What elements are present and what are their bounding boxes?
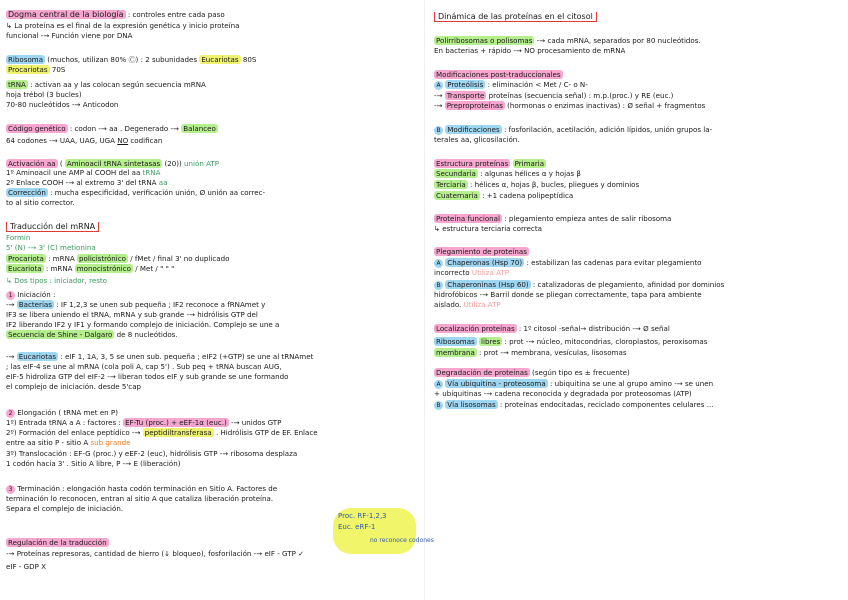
left-line-12-seg-1: aa <box>158 178 168 187</box>
right-line-24 <box>434 368 848 378</box>
left-line-37 <box>6 494 420 504</box>
left-line-32-seg-2: . Hidrólisis GTP de EF. Enlace <box>213 428 318 437</box>
left-line-32-seg-1: peptidiltransferasa <box>144 428 212 437</box>
left-line-18 <box>6 254 420 264</box>
left-line-31-seg-0: 1º) Entrada tRNA a A : factores : <box>6 418 124 427</box>
right-line-9 <box>434 159 848 169</box>
left-line-34 <box>6 449 420 459</box>
left-line-9 <box>6 136 420 146</box>
left-line-2 <box>6 31 420 41</box>
right-line-23-seg-2: : prot -→ membrana, vesículas, lisosomas <box>476 348 627 357</box>
left-line-34-seg-0: 3º) Translocación : EF-G (proc.) y eEF-2 (euc), hidrólisis GTP -→ ribosoma desplaza <box>6 449 298 458</box>
left-line-6-seg-0: hoja trébol (3 bucles) <box>6 90 82 99</box>
right-line-14-seg-0: ↳ estructura terciaria correcta <box>434 224 542 233</box>
left-line-11-seg-1: tRNA <box>142 168 161 177</box>
right-line-0 <box>434 12 848 22</box>
left-line-37-seg-0: terminación lo reconocen, entran al sitio A que cataliza liberación proteína. <box>6 494 274 503</box>
right-line-11-seg-2: : hélices α, hojas β, bucles, pliegues y dominios <box>467 180 640 189</box>
right-line-4 <box>434 80 848 90</box>
right-line-5-seg-2: proteínas (secuencia señal) : m.p.(proc.) y RE (euc.) <box>486 91 674 100</box>
right-line-25 <box>434 379 848 389</box>
right-line-8-seg-0: terales aa, glicosilación. <box>434 135 520 144</box>
right-line-22 <box>434 337 848 347</box>
left-line-16-seg-0: Formin <box>6 233 31 242</box>
right-line-4-seg-3: : eliminación < Met / C- o N- <box>485 80 588 89</box>
right-line-8 <box>434 135 848 145</box>
left-line-2-seg-0: funcional -→ Función viene por DNA <box>6 31 133 40</box>
left-line-32 <box>6 428 420 438</box>
left-line-9-seg-0: 64 codones -→ UAA, UAG, UGA <box>6 136 118 145</box>
right-line-16 <box>434 258 848 268</box>
right-line-3 <box>434 70 848 80</box>
left-line-17 <box>6 243 420 253</box>
right-line-9-seg-0: Estructura proteínas <box>436 159 509 168</box>
left-line-7-seg-0: 70-80 nucleótidos -→ Anticodon <box>6 100 119 109</box>
left-line-5-seg-1: : activan aa y las colocan según secuencia mRNA <box>27 80 206 89</box>
right-line-20 <box>434 300 848 310</box>
right-line-26-seg-0: + ubiquitinas -→ cadena reconocida y degradada por proteosomas (ATP) <box>434 389 692 398</box>
left-line-4-seg-2: 70S <box>49 65 66 74</box>
left-line-22-seg-2: : IF 1,2,3 se unen sub pequeña ; IF2 reconoce a fRNAmet y <box>53 300 266 309</box>
euc-factors-note: Euc. eRF-1 <box>338 523 376 531</box>
left-line-33-seg-0: entre aa sitio P - sitio A <box>6 438 91 447</box>
left-line-10-seg-4: unión ATP <box>184 159 220 168</box>
right-line-26 <box>434 389 848 399</box>
left-line-25-seg-1: Secuencia de Shine - Dalgaro <box>8 330 113 339</box>
left-line-35-seg-0: 1 codón hacia 3' . Sitio A libre, P -→ E (liberación) <box>6 459 181 468</box>
left-line-0-seg-0: Dogma central de la biología <box>8 10 124 19</box>
right-line-21-seg-1: : 1º citosol -señal→ distribución -→ Ø señal <box>516 324 670 333</box>
right-line-15-seg-0: Plegamiento de proteínas <box>436 247 527 256</box>
right-line-9-seg-2: Primaria <box>514 159 545 168</box>
right-line-6-seg-2: (hormonas o enzimas inactivas) : Ø señal + fragmentos <box>504 101 706 110</box>
left-line-33 <box>6 438 420 448</box>
right-line-22-seg-0: Ribosomas <box>436 337 475 346</box>
right-line-7-seg-0: B <box>434 126 443 135</box>
right-line-17-seg-1: Utiliza ATP <box>471 268 510 277</box>
right-line-14 <box>434 224 848 234</box>
right-line-10-seg-1: Secundaria <box>436 169 476 178</box>
left-line-27 <box>6 362 420 372</box>
right-line-27-seg-2: Vía lisosomas <box>447 400 496 409</box>
left-line-26-seg-1: Eucariotas <box>18 352 57 361</box>
left-line-19-seg-3: / Met / " " " <box>133 264 175 273</box>
left-line-3-seg-1: (muchos, utilizan 80% Ⓒ) : 2 subunidades <box>45 55 200 64</box>
left-line-31-seg-1: EF-Tu (proc.) + eEF-1α (euc.) <box>125 418 227 427</box>
left-line-11-seg-0: 1º Aminoacil une AMP al COOH del aa <box>6 168 143 177</box>
left-line-4-seg-1: Procariotas <box>8 65 48 74</box>
right-line-20-seg-0: aislado. <box>434 300 464 309</box>
left-line-41 <box>6 562 420 572</box>
left-line-12-seg-0: 2º Enlace COOH -→ al extremo 3' del tRNA <box>6 178 159 187</box>
right-line-5-seg-0: -→ <box>434 91 445 100</box>
left-line-30-seg-0: 2 <box>6 409 15 418</box>
left-line-40-seg-0: -→ Proteínas represoras, cantidad de hierro (↓ bloqueo), fosforilación -→ eIF - GTP ✓ <box>6 549 305 558</box>
right-line-4-seg-0: A <box>434 81 443 90</box>
right-line-21 <box>434 324 848 334</box>
right-line-13-seg-1: : plegamiento empieza antes de salir ribosoma <box>501 214 672 223</box>
right-line-5 <box>434 91 848 101</box>
right-line-7 <box>434 125 848 135</box>
left-line-24-seg-0: IF2 liberando IF2 y IF1 y formando complejo de iniciación. Complejo se une a <box>6 320 280 329</box>
left-line-33-seg-1: sub grande <box>90 438 131 447</box>
left-line-36-seg-0: 3 <box>6 485 15 494</box>
left-line-4 <box>6 65 420 75</box>
left-line-16 <box>6 233 420 243</box>
left-line-19-seg-0: Eucariota <box>8 264 42 273</box>
left-line-6 <box>6 90 420 100</box>
left-line-31 <box>6 418 420 428</box>
page-divider <box>424 0 425 600</box>
left-line-22 <box>6 300 420 310</box>
right-line-16-seg-0: A <box>434 259 443 268</box>
right-line-12 <box>434 191 848 201</box>
proc-factors-note: Proc. RF-1,2,3 <box>338 512 387 520</box>
left-line-7 <box>6 100 420 110</box>
left-line-13 <box>6 188 420 198</box>
left-line-13-seg-1: Corrección <box>8 188 46 197</box>
left-line-12 <box>6 178 420 188</box>
left-line-29 <box>6 382 420 392</box>
left-line-27-seg-0: ; las eIF-4 se une al mRNA (cola poli A, cap 5') . Sub peq + tRNA buscan AUG, <box>6 362 282 371</box>
left-line-26-seg-0: -→ <box>6 352 17 361</box>
left-line-0 <box>6 10 420 20</box>
left-line-25 <box>6 330 420 340</box>
left-line-30-seg-1: Elongación ( tRNA met en P) <box>15 408 118 417</box>
left-line-32-seg-0: 2º) Formación del enlace peptídico -→ <box>6 428 143 437</box>
left-line-14 <box>6 198 420 208</box>
left-line-11 <box>6 168 420 178</box>
left-line-19-seg-2: monocistrónico <box>76 264 131 273</box>
left-line-10-seg-2: Aminoacil tRNA sintetasas <box>66 159 161 168</box>
left-line-10-seg-3: (20)) <box>162 159 185 168</box>
right-line-18-seg-0: B <box>434 281 443 290</box>
right-line-18-seg-2: Chaperoninas (Hsp 60) <box>447 280 529 289</box>
left-line-18-seg-2: policistrónico <box>79 254 126 263</box>
right-line-0-seg-0: Dinámica de las proteínas en el citosol <box>434 12 597 22</box>
left-line-24 <box>6 320 420 330</box>
left-line-3-seg-2: Eucariotas <box>201 55 239 64</box>
left-line-8 <box>6 124 420 134</box>
right-line-24-seg-0: Degradación de proteínas <box>436 368 528 377</box>
left-line-21 <box>6 290 420 300</box>
left-line-17-seg-0: 5' (N) -→ 3' (C) metionina <box>6 243 96 252</box>
right-line-22-seg-3: : prot -→ núcleo, mitocondrias, cloroplastos, peroxisomas <box>502 337 708 346</box>
right-line-1-seg-0: Polirribosomas o polisomas <box>436 36 533 45</box>
right-line-25-seg-3: : ubiquitina se une al grupo amino -→ se unen <box>547 379 714 388</box>
left-line-19 <box>6 264 420 274</box>
right-line-10 <box>434 169 848 179</box>
left-line-29-seg-0: el complejo de iniciación. desde 5'cap <box>6 382 142 391</box>
left-line-21-seg-1: Iniciación : <box>15 290 56 299</box>
left-line-28 <box>6 372 420 382</box>
left-line-22-seg-0: -→ <box>6 300 17 309</box>
left-line-25-seg-2: de 8 nucleótidos. <box>114 330 178 339</box>
right-line-3-seg-0: Modificaciones post-traduccionales <box>436 70 561 79</box>
left-line-26-seg-2: : eIF 1, 1A, 3, 5 se unen sub. pequeña ; eIF2 (+GTP) se une al tRNAmet <box>58 352 314 361</box>
right-line-6-seg-0: -→ <box>434 101 445 110</box>
right-line-11-seg-1: Terciaria <box>436 180 466 189</box>
left-line-9-seg-1: NO <box>117 136 129 145</box>
left-line-3-seg-0: Ribosoma <box>8 55 44 64</box>
right-line-27 <box>434 400 848 410</box>
right-line-16-seg-3: : estabilizan las cadenas para evitar plegamiento <box>524 258 702 267</box>
right-line-18 <box>434 280 848 290</box>
right-line-13-seg-0: Proteína funcional <box>436 214 500 223</box>
left-line-13-seg-2: : mucha especificidad, verificación unión, Ø unión aa correc- <box>47 188 266 197</box>
right-line-11 <box>434 180 848 190</box>
left-line-14-seg-0: to al sitio corrector. <box>6 198 75 207</box>
right-line-4-seg-2: Proteólisis <box>447 80 484 89</box>
right-line-2-seg-0: En bacterias + rápido -→ NO procesamiento de mRNA <box>434 46 626 55</box>
right-line-15 <box>434 247 848 257</box>
left-line-18-seg-0: Procariota <box>8 254 44 263</box>
right-line-1-seg-1: -→ cada mRNA, separados por 80 nucleótidos. <box>534 36 701 45</box>
left-line-28-seg-0: eIF-5 hidroliza GTP del eIF-2 -→ liberan todos eIF y sub grande se une formando <box>6 372 289 381</box>
no-reconoce-note: no reconoce codones <box>370 537 434 544</box>
left-line-3 <box>6 55 420 65</box>
right-line-2 <box>434 46 848 56</box>
right-line-13 <box>434 214 848 224</box>
left-line-5-seg-0: tRNA <box>8 80 26 89</box>
right-line-27-seg-0: B <box>434 401 443 410</box>
right-line-12-seg-1: Cuaternaria <box>436 191 478 200</box>
left-line-36 <box>6 484 420 494</box>
left-line-9-seg-2: codifican <box>128 136 163 145</box>
left-line-41-seg-0: eIF - GDP X <box>6 562 46 571</box>
left-line-39-seg-0: Regulación de la traducción <box>8 538 107 547</box>
left-line-23-seg-0: IF3 se libera uniendo el tRNA, mRNA y sub grande -→ hidrólisis GTP del <box>6 310 258 319</box>
right-line-5-seg-1: Transporte <box>446 91 485 100</box>
left-line-36-seg-1: Terminación : elongación hasta codón terminación en Sitio A. Factores de <box>15 484 278 493</box>
right-line-24-seg-1: (según tipo es ± frecuente) <box>529 368 630 377</box>
right-line-7-seg-3: : fosforilación, acetilación, adición lípidos, unión grupos la- <box>501 125 713 134</box>
right-line-6 <box>434 101 848 111</box>
right-line-23 <box>434 348 848 358</box>
right-line-20-seg-1: Utiliza ATP <box>463 300 501 309</box>
left-line-22-seg-1: Bacterias <box>18 300 52 309</box>
right-line-1 <box>434 36 848 46</box>
right-line-21-seg-0: Localización proteínas <box>436 324 515 333</box>
left-line-8-seg-1: : codon -→ aa . Degenerado -→ <box>67 124 182 133</box>
left-line-38-seg-0: Separa el complejo de iniciación. <box>6 504 124 513</box>
right-page <box>428 0 848 600</box>
left-line-10-seg-0: Activación aa <box>8 159 56 168</box>
right-line-17-seg-0: incorrecto <box>434 268 472 277</box>
right-line-25-seg-2: Vía ubiquitina - proteosoma <box>447 379 546 388</box>
right-line-12-seg-2: : +1 cadena polipeptídica <box>479 191 574 200</box>
left-line-0-seg-1: : controles entre cada paso <box>125 10 225 19</box>
left-line-5 <box>6 80 420 90</box>
left-line-18-seg-1: : mRNA <box>45 254 78 263</box>
left-line-23 <box>6 310 420 320</box>
left-line-20-seg-0: ↳ Dos tipos : iniciador, resto <box>6 276 108 285</box>
left-line-31-seg-2: -→ unidos GTP <box>228 418 282 427</box>
left-line-35 <box>6 459 420 469</box>
left-line-19-seg-1: : mRNA <box>43 264 75 273</box>
left-line-8-seg-2: Balanceo <box>183 124 216 133</box>
right-line-19 <box>434 290 848 300</box>
left-line-21-seg-0: 1 <box>6 291 15 300</box>
right-line-23-seg-1: membrana <box>436 348 475 357</box>
right-line-27-seg-3: : proteínas endocitadas, reciclado componentes celulares ... <box>497 400 714 409</box>
left-line-8-seg-0: Código genético <box>8 124 66 133</box>
right-line-16-seg-2: Chaperonas (Hsp 70) <box>447 258 523 267</box>
left-line-20 <box>6 276 420 286</box>
left-line-26 <box>6 352 420 362</box>
right-line-19-seg-0: hidrofóbicos -→ Barril donde se pliegan correctamente, tapa para ambiente <box>434 290 702 299</box>
left-line-1-seg-0: ↳ La proteína es el final de la expresión genética y inicio proteína <box>6 21 240 30</box>
left-line-15-seg-0: Traducción del mRNA <box>6 222 99 232</box>
right-line-10-seg-2: : algunas hélices α y hojas β <box>477 169 581 178</box>
left-line-10-seg-1: ( <box>57 159 65 168</box>
left-line-18-seg-3: / fMet / final 3' no duplicado <box>127 254 230 263</box>
left-line-1 <box>6 21 420 31</box>
right-line-6-seg-1: Preproproteínas <box>446 101 503 110</box>
right-line-17 <box>434 268 848 278</box>
right-line-18-seg-3: : catalizadoras de plegamiento, afinidad por dominios <box>530 280 725 289</box>
right-line-22-seg-2: libres <box>481 337 501 346</box>
right-line-7-seg-2: Modificaciones <box>447 125 500 134</box>
left-line-3-seg-3: 80S <box>240 55 257 64</box>
left-line-15 <box>6 222 420 232</box>
left-line-30 <box>6 408 420 418</box>
right-line-25-seg-0: A <box>434 380 443 389</box>
